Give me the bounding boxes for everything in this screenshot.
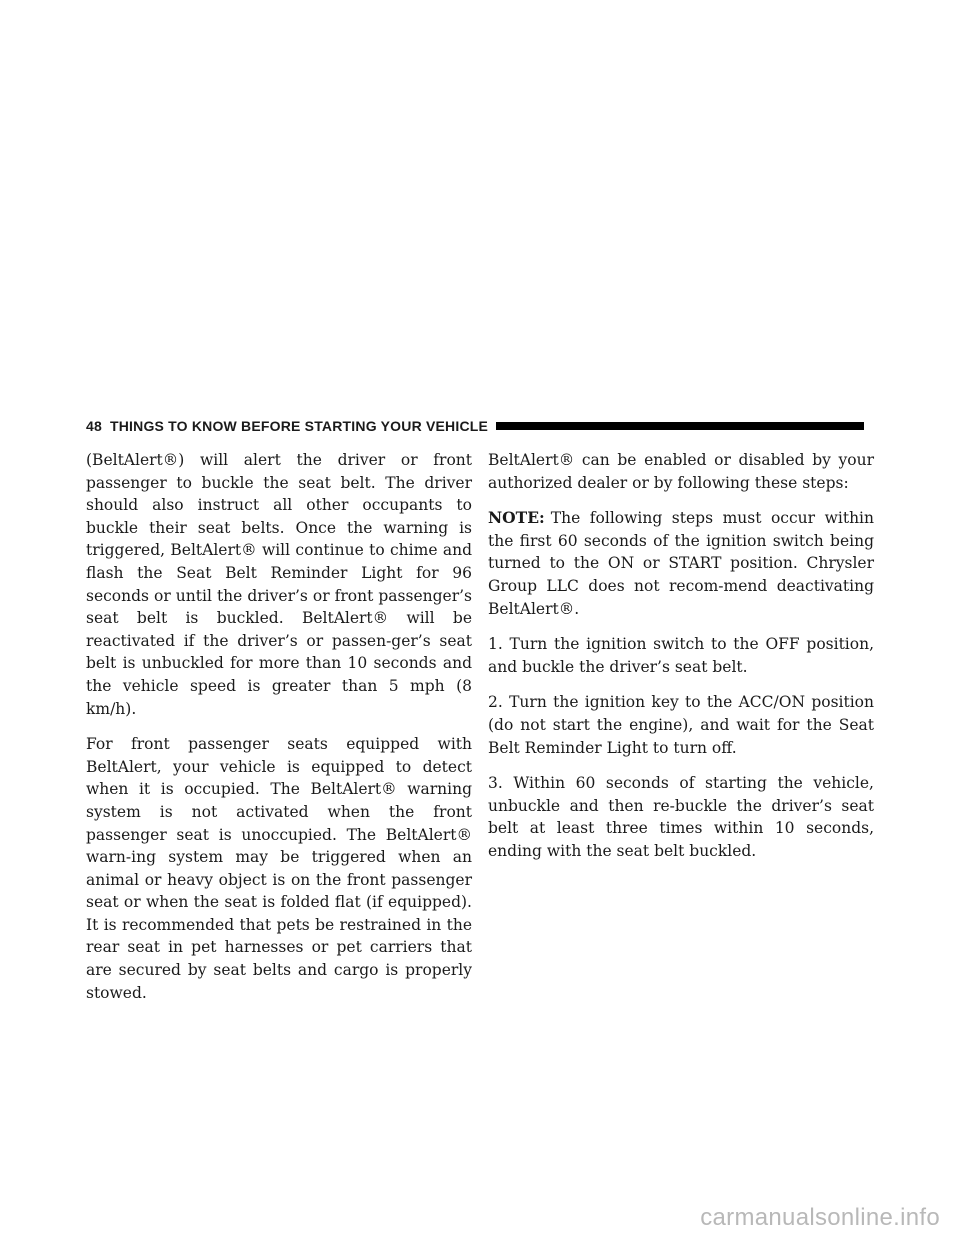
note-label: NOTE:: [488, 508, 545, 528]
header-rule: [496, 422, 864, 430]
step-2: 2. Turn the ignition key to the ACC/ON position (do not start the engine), and wait for the Seat Belt Reminder Light to turn off.: [488, 693, 874, 757]
paragraph-beltalert-warning: (BeltAlert®) will alert the driver or front passenger to buckle the seat belt. The driver should also instruct all other occupants to buckle their seat belts. Once the warning is triggered, BeltAlert® will continue to chime and flash the Seat Belt Reminder Light for 96 seconds or until the driver’s or front passenger’s seat belt is buckled. BeltAlert® will be reactivated if the driver’s or passen-ger’s seat belt is unbuckled for more than 10 seconds and the vehicle speed is greater than 5 mph (8 km/h).: [86, 451, 472, 718]
watermark[interactable]: carmanualsonline.info: [700, 1204, 940, 1231]
right-column: [488, 449, 874, 876]
section-title: THINGS TO KNOW BEFORE STARTING YOUR VEHICLE: [109, 418, 489, 434]
paragraph-passenger-detection: For front passenger seats equipped with BeltAlert, your vehicle is equipped to detect when it is occupied. The BeltAlert® warning system is not activated when the front passenger seat is unoccupied. The BeltAlert® warn-ing system may be triggered when an animal or heavy object is on the front passenger seat or when the seat is folded flat (if equipped). It is recommended that pets be restrained in the rear seat in pet harnesses or pet carriers that are secured by seat belts and cargo is properly stowed.: [86, 735, 472, 1002]
note-paragraph: [488, 507, 874, 620]
paragraph-enable-disable: BeltAlert® can be enabled or disabled by your authorized dealer or by following these steps:: [488, 451, 874, 492]
page-header: [86, 415, 864, 437]
step-1: 1. Turn the ignition switch to the OFF position, and buckle the driver’s seat belt.: [488, 635, 874, 676]
note-text: The following steps must occur within the first 60 seconds of the ignition switch being turned to the ON or START position. Chrysler Group LLC does not recom-mend deactivating BeltAlert®.: [488, 509, 874, 618]
left-column: [86, 449, 472, 1017]
page-number: 48: [86, 418, 102, 434]
step-3: 3. Within 60 seconds of starting the vehicle, unbuckle and then re-buckle the driver’s seat belt at least three times within 10 seconds, ending with the seat belt buckled.: [488, 774, 874, 860]
